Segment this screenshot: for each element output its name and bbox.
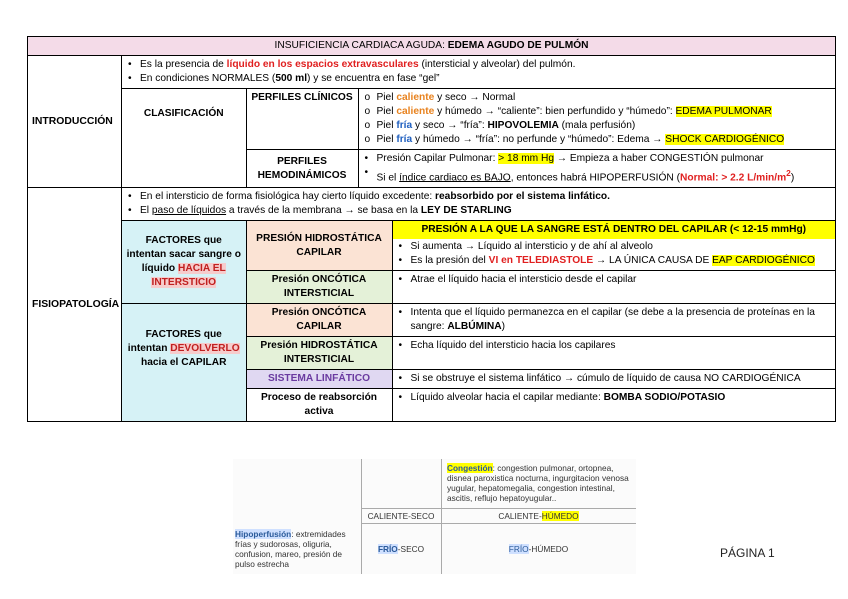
perfil-item: o Piel caliente y seco → Normal	[363, 91, 832, 105]
section-label-fisiopatologia: FISIOPATOLOGÍA	[28, 188, 122, 422]
hipoperfusion-note: Hipoperfusión: extremidades frías y sudorosas, oliguria, confusion, mareo, presión de pulso estrecha	[235, 529, 346, 569]
presion-hidrostatica-heading: PRESIÓN A LA QUE LA SANGRE ESTÁ DENTRO DEL CAPILAR (< 12-15 mmHg)	[393, 221, 836, 239]
factor-bullet: • Si aumenta → Líquido al intersticio y de ahí al alveolo	[397, 240, 832, 254]
clasificacion-table	[122, 88, 835, 187]
factor-name: PRESIÓN HIDROSTÁTICA CAPILAR	[246, 221, 392, 271]
fisio-bullet-2: • El paso de líquidos a través de la membrana → se basa en la LEY DE STARLING	[126, 204, 831, 218]
perfiles-figure	[233, 459, 636, 574]
factor-name: SISTEMA LINFÁTICO	[246, 370, 392, 389]
factor-bullet: • Atrae el líquido hacia el intersticio desde el capilar	[397, 273, 832, 287]
caliente-humedo-label: CALIENTE-HÚMEDO	[498, 511, 579, 521]
title-prefix: INSUFICIENCIA CARDIACA AGUDA:	[274, 40, 448, 51]
perfiles-clinicos-label: PERFILES CLÍNICOS	[246, 89, 358, 150]
starling-table	[122, 220, 835, 421]
intro-bullet-2: • En condiciones NORMALES (500 ml) y se encuentra en fase “gel”	[126, 72, 831, 86]
factor-bullet: • Líquido alveolar hacia el capilar mediante: BOMBA SODIO/POTASIO	[397, 391, 832, 405]
factores-hacia-intersticio: FACTORES que intentan sacar sangre o líquido HACIA EL INTERSTICIO	[122, 221, 246, 304]
factor-bullets	[397, 273, 832, 287]
factor-bullet: • Intenta que el líquido permanezca en el capilar (se debe a la presencia de proteínas en la sangre: ALBÚMINA)	[397, 306, 832, 334]
frio-seco-label: FRÍO-SECO	[377, 544, 425, 554]
factor-name: Proceso de reabsorción activa	[246, 389, 392, 422]
factor-name: Presión HIDROSTÁTICA INTERSTICIAL	[246, 337, 392, 370]
factor-bullets	[397, 339, 832, 353]
perfil-item: o Piel fría y húmedo → “fría”: no perfunde y “húmedo”: Edema → SHOCK CARDIOGÉNICO	[363, 133, 832, 147]
hemo-item-1: • Presión Capilar Pulmonar: > 18 mm Hg → Empieza a haber CONGESTIÓN pulmonar	[363, 152, 832, 166]
perfil-item: o Piel fría y seco → “fría”: HIPOVOLEMIA (mala perfusión)	[363, 119, 832, 133]
congestion-note: Congestión: congestion pulmonar, ortopnea, disnea paroxistica nocturna, ingurgitacion venosa yugular, hepatomegalia, congestion intestinal, ascitis, reflujo hepatoyugular..	[447, 463, 629, 503]
factores-hacia-capilar: FACTORES que intentan DEVOLVERLO hacia el CAPILAR	[122, 304, 246, 422]
factor-bullet: • Echa líquido del intersticio hacia los capilares	[397, 339, 832, 353]
frio-humedo-label: FRÍO-HÚMEDO	[508, 544, 569, 554]
factor-bullets	[397, 306, 832, 334]
page-number: PÁGINA 1	[720, 546, 775, 560]
perfiles-clinicos-list	[363, 91, 832, 147]
title-main: EDEMA AGUDO DE PULMÓN	[447, 40, 589, 51]
section-label-introduccion: INTRODUCCIÓN	[28, 56, 122, 188]
factor-bullets	[393, 239, 836, 270]
factor-bullet: • Si se obstruye el sistema linfático → cúmulo de líquido de causa NO CARDIOGÉNICA	[397, 372, 832, 386]
perfil-item: o Piel caliente y húmedo → “caliente”: bien perfundido y “húmedo”: EDEMA PULMONAR	[363, 105, 832, 119]
main-table	[27, 36, 836, 422]
perfiles-hemo-label: PERFILES HEMODINÁMICOS	[246, 150, 358, 188]
fisio-bullets	[122, 188, 835, 220]
factor-bullet: • Es la presión del VI en TELEDIASTOLE → LA ÚNICA CAUSA DE EAP CARDIOGÉNICO	[397, 254, 832, 268]
factor-bullets	[397, 391, 832, 405]
factor-name: Presión ONCÓTICA INTERSTICIAL	[246, 271, 392, 304]
clasificacion-label: CLASIFICACIÓN	[122, 89, 246, 188]
perfiles-hemo-list	[363, 152, 832, 185]
document-title	[28, 37, 836, 56]
factor-bullets	[397, 372, 832, 386]
factor-name: Presión ONCÓTICA CAPILAR	[246, 304, 392, 337]
intro-bullets	[122, 56, 835, 88]
intro-bullet-1: • Es la presencia de líquido en los espacios extravasculares (intersticial y alveolar) del pulmón.	[126, 58, 831, 72]
caliente-seco-label: CALIENTE-SECO	[367, 511, 435, 521]
fisio-bullet-1: • En el intersticio de forma fisiológica hay cierto líquido excedente: reabsorbido por el sistema linfático.	[126, 190, 831, 204]
hemo-item-2: • Si el índice cardiaco es BAJO, entonces habrá HIPOPERFUSIÓN (Normal: > 2.2 $L/\min/m^2$)	[363, 166, 832, 185]
